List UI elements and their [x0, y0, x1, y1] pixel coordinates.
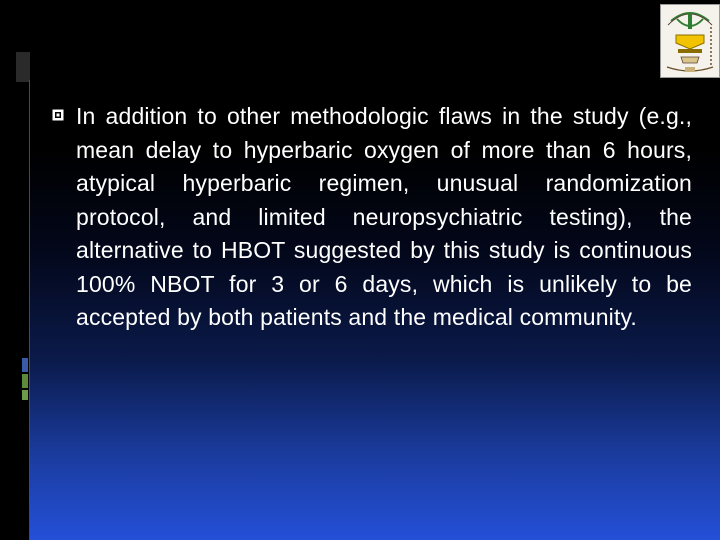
- square-bullet-icon: [52, 109, 64, 121]
- accent-stripe-light-green: [22, 390, 28, 400]
- university-crest-icon: [660, 4, 720, 78]
- accent-stripe-green: [22, 374, 28, 388]
- slide-body: [52, 100, 692, 335]
- accent-stripe-blue: [22, 358, 28, 372]
- bullet-item: [52, 100, 692, 335]
- accent-square: [16, 52, 30, 82]
- left-divider: [29, 80, 30, 540]
- bullet-text: In addition to other methodologic flaws in the study (e.g., mean delay to hyperbaric oxygen of more than 6 hours, atypical hyperbaric regimen, unusual randomization protocol, and limited neuropsychiatric testing), the alternative to HBOT suggested by this study is continuous 100% NBOT for 3 or 6 days, which is unlikely to be accepted by both patients and the medical community.: [76, 103, 692, 330]
- top-band: [0, 0, 720, 95]
